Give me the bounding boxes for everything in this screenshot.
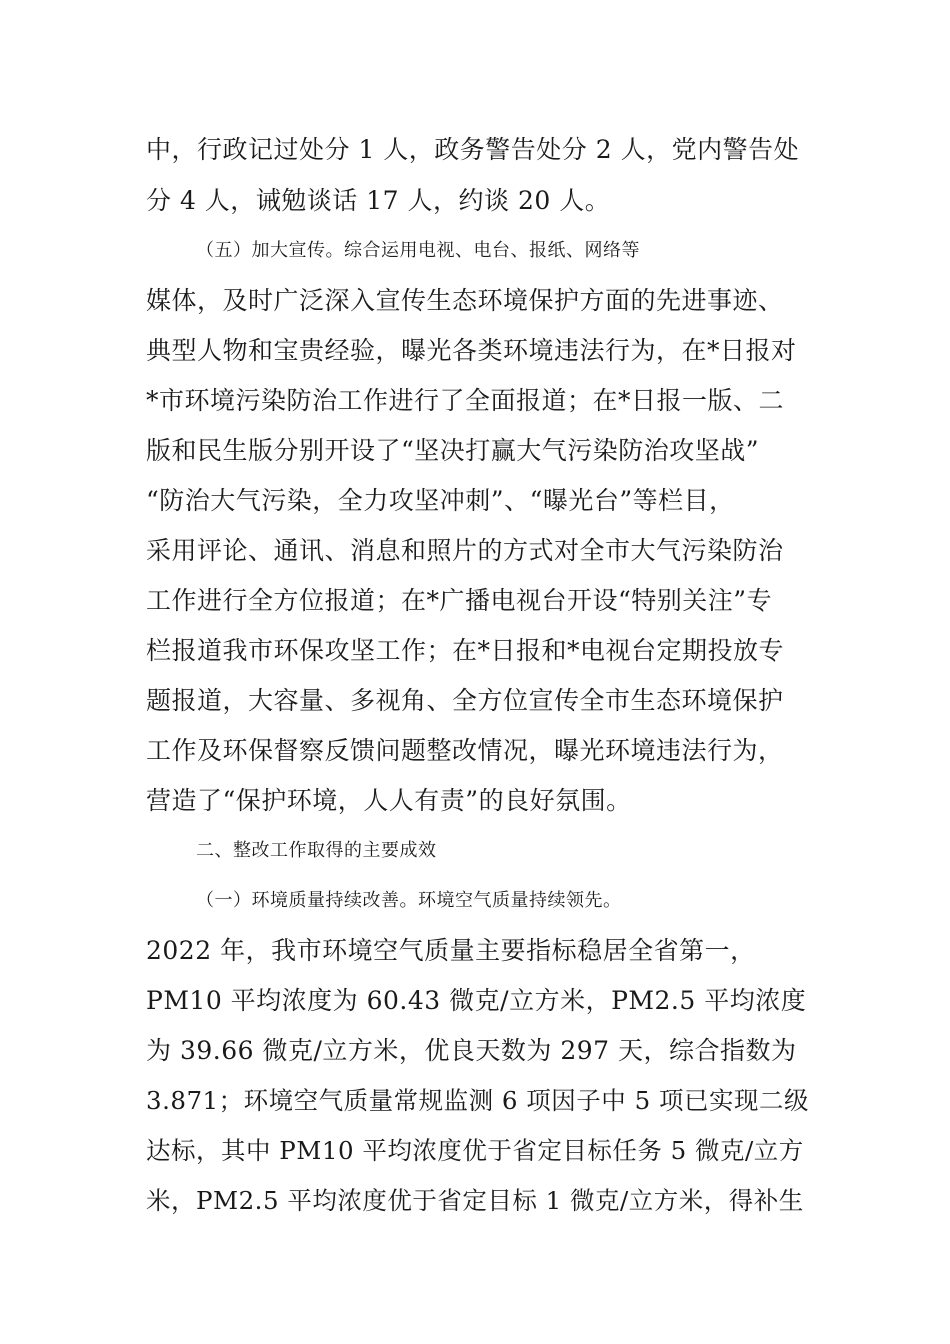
text-line: “防治大气污染，全力攻坚冲刺”、“曝光台”等栏目， <box>146 486 735 515</box>
text-line: 工作进行全方位报道；在*广播电视台开设“特别关注”专 <box>146 586 773 615</box>
text-line: *市环境污染防治工作进行了全面报道；在*日报一版、二 <box>146 386 785 415</box>
text-line: 分 4 人，诫勉谈话 17 人，约谈 20 人。 <box>146 186 611 215</box>
text-line: 工作及环保督察反馈问题整改情况，曝光环境违法行为， <box>146 736 784 765</box>
text-line: 媒体，及时广泛深入宣传生态环境保护方面的先进事迹、 <box>146 286 784 315</box>
text-line: 营造了“保护环境，人人有责”的良好氛围。 <box>146 786 632 815</box>
section-heading: 二、整改工作取得的主要成效 <box>196 840 437 861</box>
paragraph-heading-line: （一）环境质量持续改善。环境空气质量持续领先。 <box>196 890 622 911</box>
text-line: 版和民生版分别开设了“坚决打赢大气污染防治攻坚战” <box>146 436 760 465</box>
text-line: 2022 年，我市环境空气质量主要指标稳居全省第一， <box>146 936 756 965</box>
text-line: 中，行政记过处分 1 人，政务警告处分 2 人，党内警告处 <box>146 135 800 164</box>
text-line: 采用评论、通讯、消息和照片的方式对全市大气污染防治 <box>146 536 784 565</box>
text-line: 栏报道我市环保攻坚工作；在*日报和*电视台定期投放专 <box>146 636 785 665</box>
text-line: 达标，其中 PM10 平均浓度优于省定目标任务 5 微克/立方 <box>146 1136 804 1165</box>
text-line: 题报道，大容量、多视角、全方位宣传全市生态环境保护 <box>146 686 784 715</box>
paragraph-heading-line: （五）加大宣传。综合运用电视、电台、报纸、网络等 <box>196 240 640 261</box>
text-line: 为 39.66 微克/立方米，优良天数为 297 天，综合指数为 <box>146 1036 797 1065</box>
text-line: 米，PM2.5 平均浓度优于省定目标 1 微克/立方米，得补生 <box>146 1186 804 1215</box>
text-line: 3.871；环境空气质量常规监测 6 项因子中 5 项已实现二级 <box>146 1086 809 1115</box>
text-line: 典型人物和宝贵经验，曝光各类环境违法行为，在*日报对 <box>146 336 797 365</box>
text-line: PM10 平均浓度为 60.43 微克/立方米，PM2.5 平均浓度 <box>146 986 807 1015</box>
